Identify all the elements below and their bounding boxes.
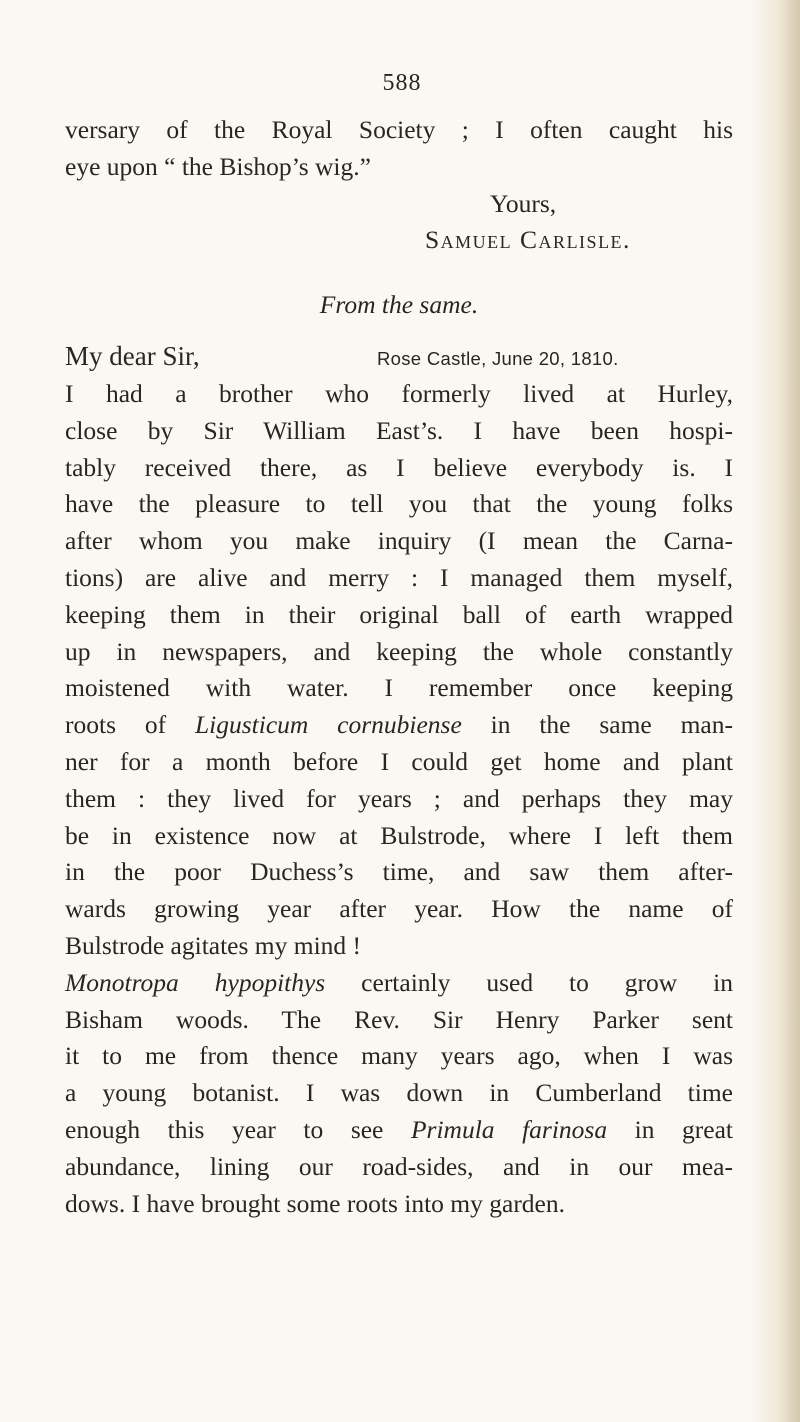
page-number: 588 — [382, 70, 422, 96]
text-run: in the same man- — [461, 710, 733, 740]
text-line: ner for a month before I could get home and plant — [65, 746, 733, 776]
text-run: in great — [607, 1114, 733, 1144]
text-line: dows. I have brought some roots into my garden. — [65, 1188, 566, 1218]
text-line: moistened with water. I remember once keeping — [65, 673, 733, 703]
salutation: My dear Sir, — [65, 340, 200, 371]
text-run: roots of — [65, 710, 195, 740]
section-heading: From the same. — [319, 290, 479, 320]
page-edge-shadow — [752, 0, 800, 1422]
text-line: wards growing year after year. How the name of — [65, 894, 733, 924]
text-line: abundance, lining our road-sides, and in our mea- — [65, 1151, 733, 1181]
species-name: Primula farinosa — [410, 1114, 608, 1144]
text-run: certainly used to grow in — [325, 967, 733, 997]
text-run: enough this year to see — [65, 1114, 411, 1144]
page-text — [65, 112, 733, 1222]
text-line: be in existence now at Bulstrode, where I left them — [65, 820, 733, 850]
text-line: a young botanist. I was down in Cumberland time — [65, 1078, 733, 1108]
text-line — [65, 1112, 733, 1149]
text-line: tably received there, as I believe everybody is. I — [65, 452, 733, 482]
dateline: Rose Castle, June 20, 1810. — [377, 347, 619, 369]
species-name: Ligusticum cornubiense — [194, 710, 462, 740]
text-line: Bulstrode agitates my mind ! — [65, 930, 362, 960]
signature: Samuel Carlisle. — [425, 225, 631, 255]
text-line: it to me from thence many years ago, when I was — [65, 1041, 733, 1071]
text-line: I had a brother who formerly lived at Hurley, — [65, 378, 733, 408]
text-line: them : they lived for years ; and perhaps they may — [65, 783, 733, 813]
text-line: keeping them in their original ball of earth wrapped — [65, 599, 733, 629]
text-line: in the poor Duchess’s time, and saw them after- — [65, 857, 733, 887]
text-line: eye upon “ the Bishop’s wig.” — [65, 151, 371, 181]
salutation-row — [65, 338, 733, 376]
text-line: close by Sir William East’s. I have been hospi- — [65, 415, 733, 445]
text-line: have the pleasure to tell you that the young folks — [65, 489, 733, 519]
text-line: Bisham woods. The Rev. Sir Henry Parker sent — [65, 1004, 733, 1034]
text-line: tions) are alive and merry : I managed them myself, — [65, 562, 733, 592]
text-line: versary of the Royal Society ; I often caught his — [65, 115, 733, 144]
text-line — [65, 707, 733, 744]
text-line: after whom you make inquiry (I mean the Carna- — [65, 526, 733, 556]
text-line — [65, 965, 733, 1002]
text-line: up in newspapers, and keeping the whole constantly — [65, 636, 733, 666]
closing-word: Yours, — [490, 188, 557, 218]
species-name: Monotropa hypopithys — [65, 967, 326, 997]
